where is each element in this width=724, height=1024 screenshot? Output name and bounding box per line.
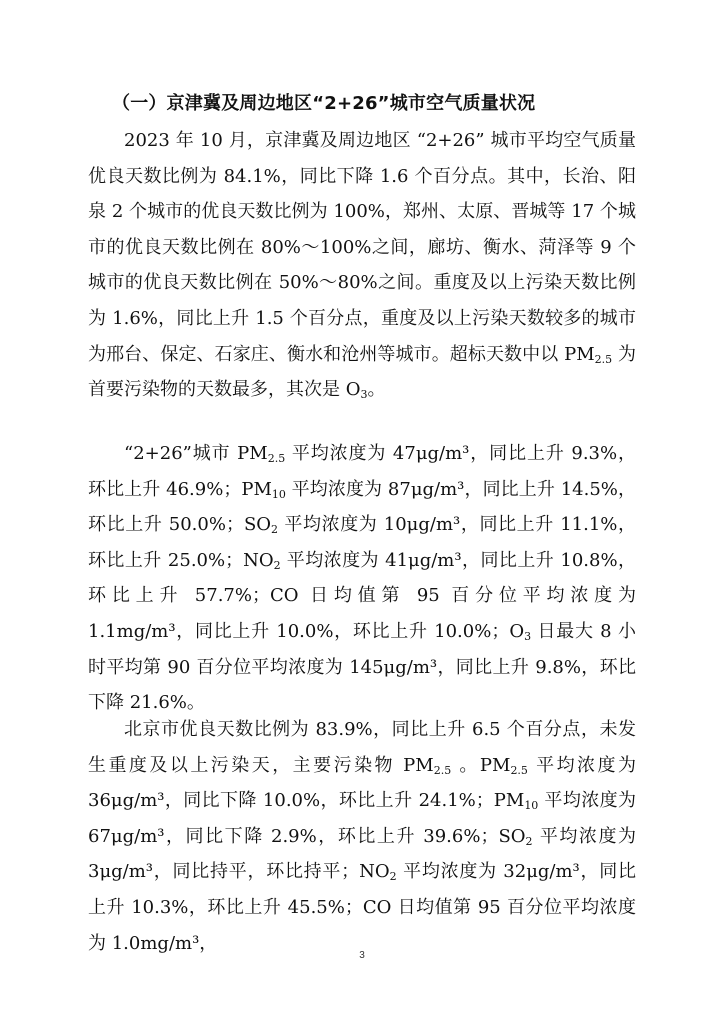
section-heading: （一）京津冀及周边地区“2+26”城市空气质量状况 (112, 93, 536, 114)
paragraph-pollutant-concentrations: “2+26”城市 $PM_{2.5}$ 平均浓度为 47μg/m³，同比上升 9.3%，环比上升 46.9%；$PM_{10}$ 平均浓度为 87μg/m³，同比上升 14.5%，环比上升 50.0%；$SO_2$ 平均浓度为 10μg/m³，同比上升 11.1%，环比上升 25.0%；$NO_2$ 平均浓度为 41μg/m³，同比上升 10.8%，环比上升 57.7%；CO 日均值第 95 百分位平均浓度为 1.1mg/m³，同比上升 10.0%，环比上升 10.0%；$O_3$ 日最大 8 小时平均第 90 百分位平均浓度为 145μg/m³，同比上升 9.8%，环比下降 21.6%。 (88, 443, 637, 714)
page-number: 3 (359, 950, 365, 961)
paragraph-regional-air-quality: 2023 年 10 月，京津冀及周边地区 “2+26” 城市平均空气质量优良天数比例为 84.1%，同比下降 1.6 个百分点。其中，长治、阳泉 2 个城市的优良天数比例为 100%，郑州、太原、晋城等 17 个城市的优良天数比例在 80%～100%之间，廊坊、衡水、菏泽等 9 个城市的优良天数比例在 50%～80%之间。重度及以上污染天数比例为 1.6%，同比上升 1.5 个百分点，重度及以上污染天数较多的城市为邢台、保定、石家庄、衡水和沧州等城市。超标天数中以 $PM_{2.5}$ 为首要污染物的天数最多，其次是 $O_3$。 (88, 130, 636, 402)
paragraph-beijing-air-quality: 北京市优良天数比例为 83.9%，同比上升 6.5 个百分点，未发生重度及以上污染天，主要污染物 $PM_{2.5}$ 。$PM_{2.5}$ 平均浓度为 36μg/m³，同比下降 10.0%，环比上升 24.1%；$PM_{10}$ 平均浓度为 67μg/m³，同比下降 2.9%，环比上升 39.6%；$SO_2$ 平均浓度为 3μg/m³，同比持平，环比持平；$NO_2$ 平均浓度为 32μg/m³，同比上升 10.3%，环比上升 45.5%；CO 日均值第 95 百分位平均浓度为 1.0mg/m³， (88, 719, 636, 954)
